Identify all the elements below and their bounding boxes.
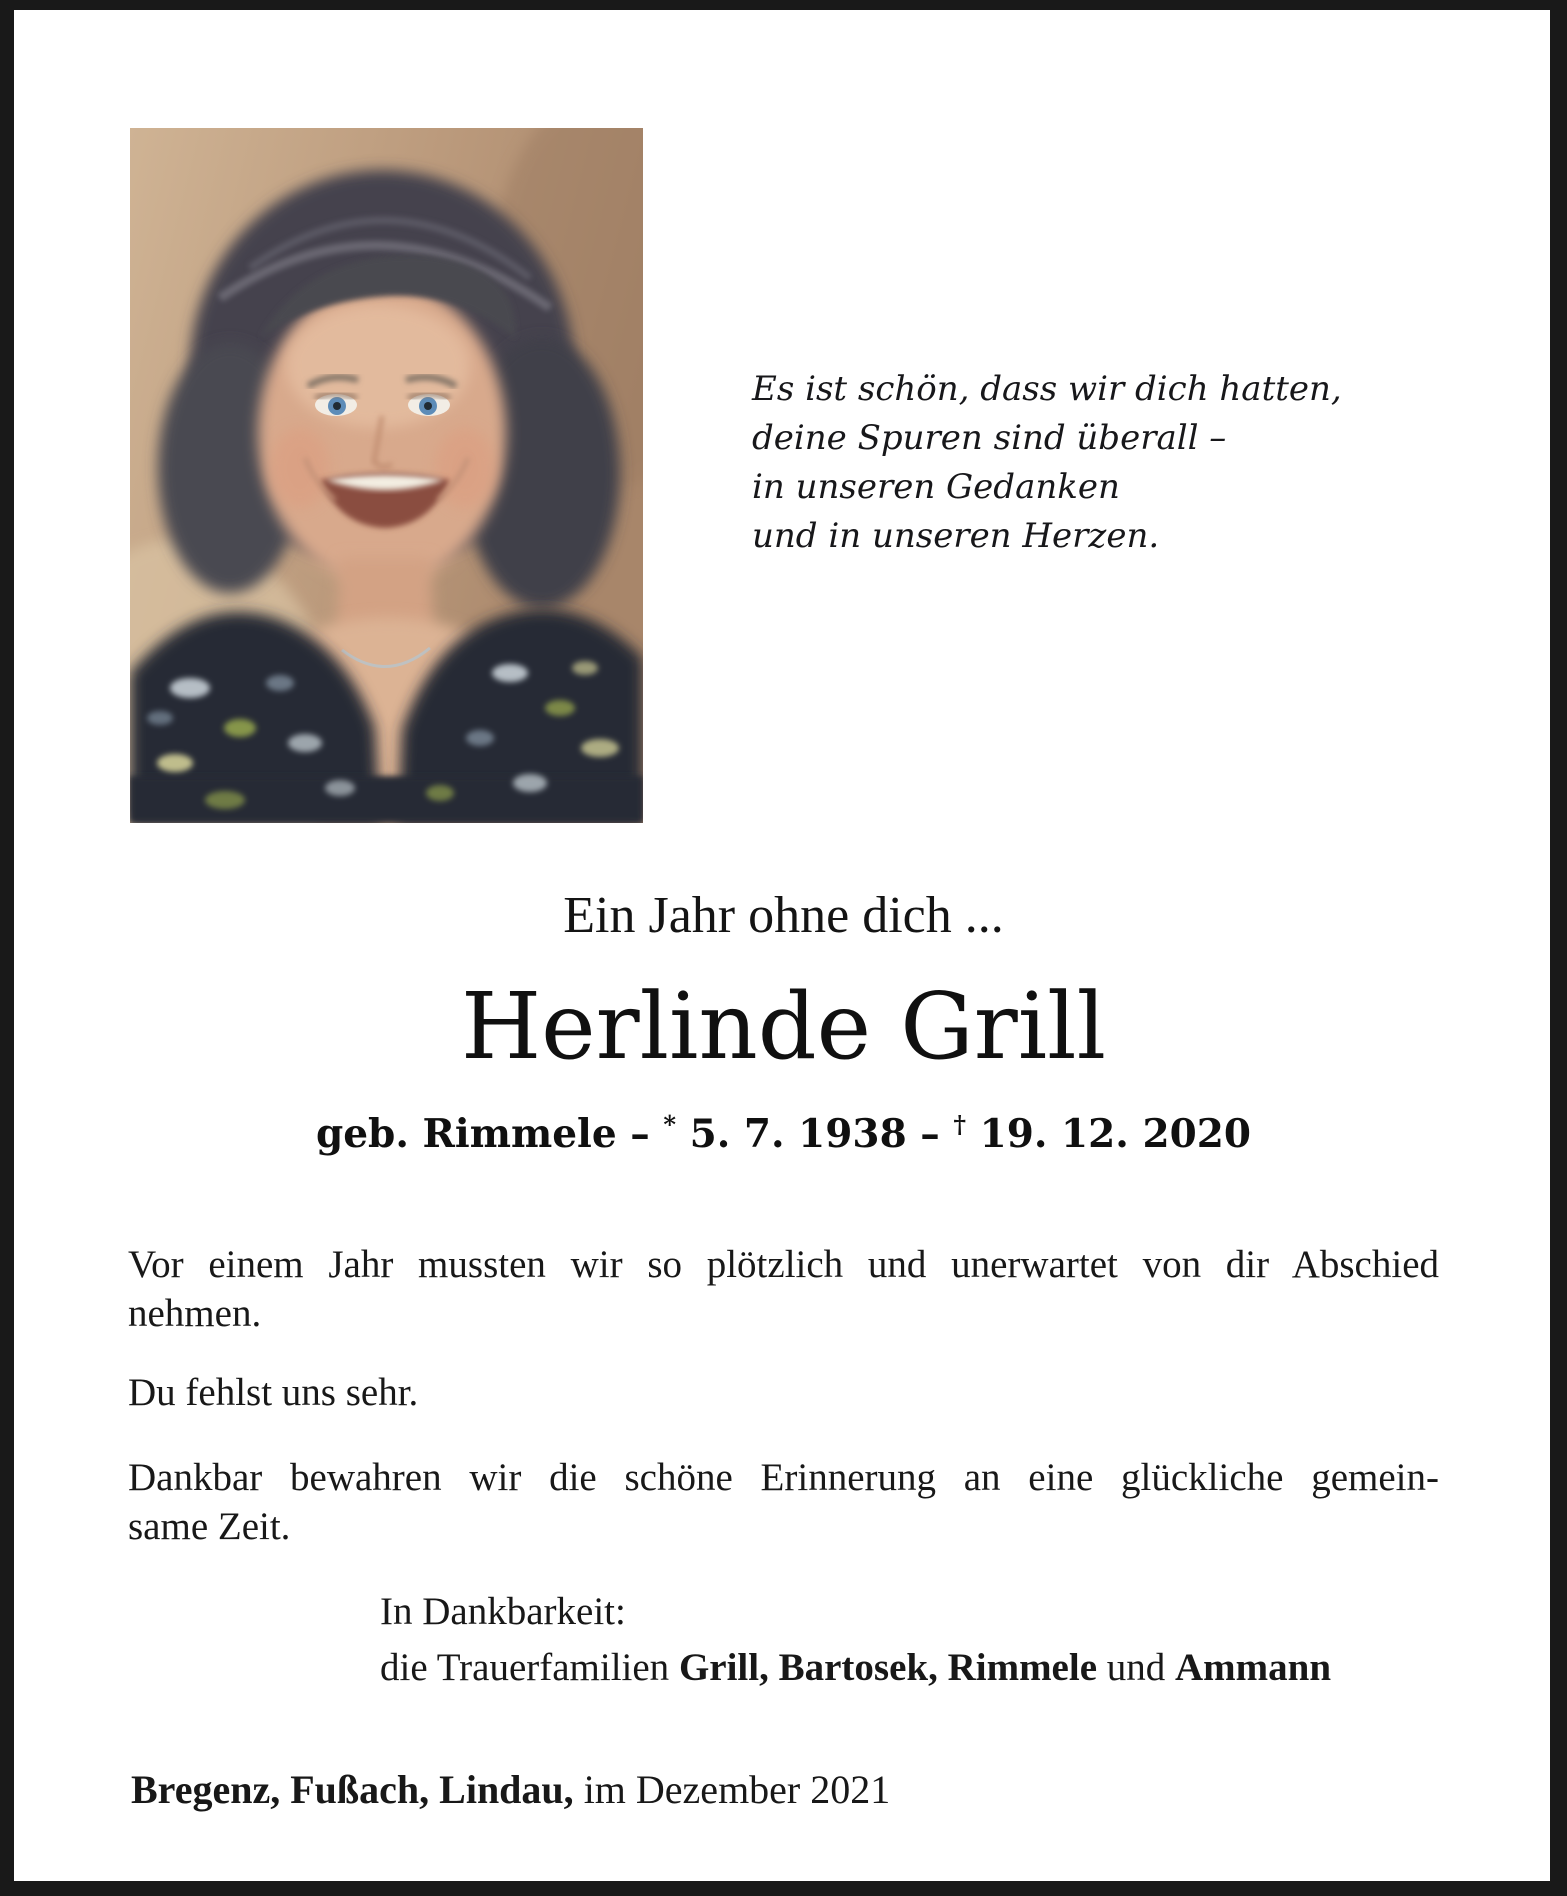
mourning-families [380,1642,1331,1694]
paragraph-du-fehlst [128,1368,1439,1417]
text-segment: * [663,1110,676,1139]
text-segment: Ammann [1175,1646,1332,1689]
text-segment: † [953,1110,967,1139]
paragraph-line: nehmen. [128,1292,262,1335]
paragraph-line: same Zeit. [128,1505,291,1548]
portrait-illustration [130,128,643,823]
text-segment: 5. 7. 1938 – [676,1111,954,1157]
condolence-text [128,1240,1439,1551]
gratitude-label: In Dankbarkeit: [380,1590,626,1633]
text-segment: Bregenz, Fußach, Lindau, [131,1767,574,1812]
poem-line: deine Spuren sind überall – [752,418,1227,458]
text-segment: Grill, Bartosek, Rimmele [678,1646,1098,1689]
life-dates [0,1110,1567,1157]
gratitude-block [380,1586,1331,1694]
poem-line: in unseren Gedanken [752,467,1120,507]
text-segment: im Dezember 2021 [573,1767,891,1812]
paragraph-abschied [128,1240,1439,1338]
text-segment: die Trauerfamilien [380,1646,679,1689]
paragraph-line: Vor einem Jahr mussten wir so plötzlich und unerwartet von dir Abschied [128,1243,1439,1286]
paragraph-line: Du fehlst uns sehr. [128,1371,419,1414]
text-segment: 19. 12. 2020 [966,1111,1252,1157]
poem-line: Es ist schön, dass wir dich hatten, [752,369,1342,409]
text-segment: geb. Rimmele – [315,1111,664,1157]
poem-line: und in unseren Herzen. [752,516,1160,556]
memorial-poem [752,368,1342,564]
intro-line: Ein Jahr ohne dich ... [563,887,1004,944]
paragraph-erinnerung [128,1453,1439,1551]
place-date-line [131,1766,890,1813]
paragraph-line: Dankbar bewahren wir die schöne Erinnerung an eine glückliche gemein- [128,1456,1439,1499]
portrait-photo [130,128,643,823]
text-segment: und [1097,1646,1176,1689]
deceased-name: Herlinde Grill [460,973,1107,1080]
